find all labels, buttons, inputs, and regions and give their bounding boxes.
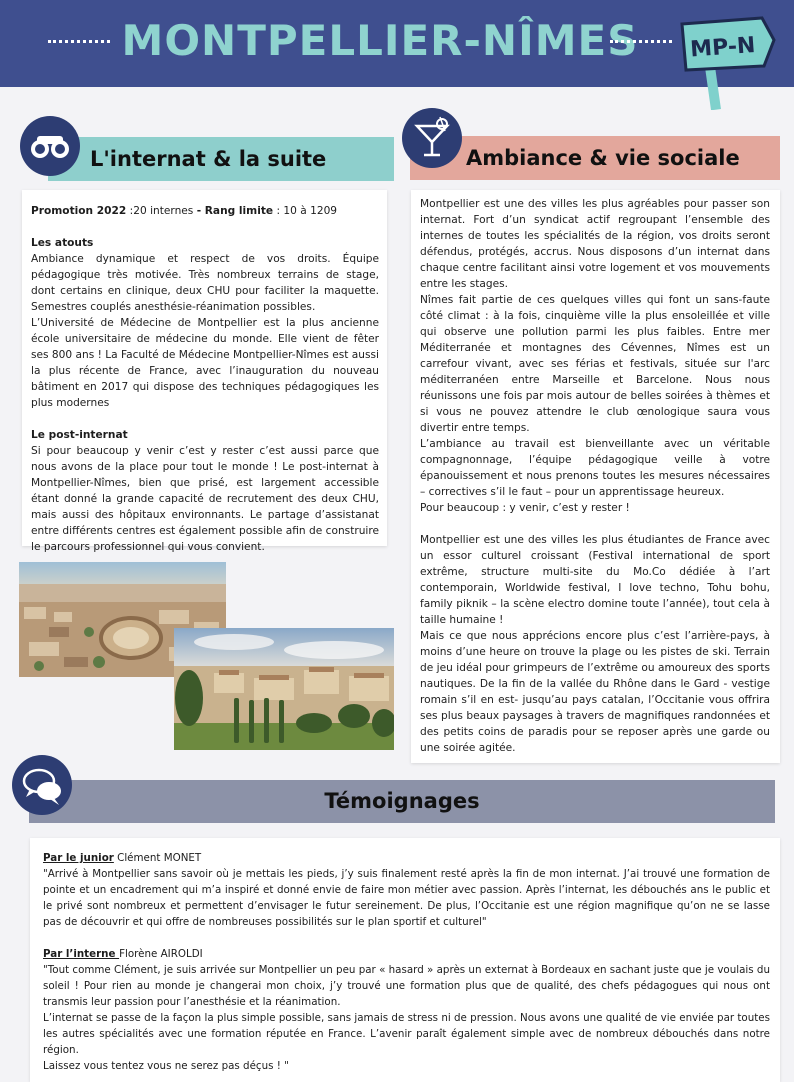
page-title: MONTPELLIER-NÎMES [121,16,639,65]
junior-label: Par le junior [43,852,114,864]
ambiance-paragraph-3: L’ambiance au travail est bienveillante avec un véritable compagnonnage, l’équipe pédagogique veille à votre épanouissement et nous prenons toutes les mesures nécessaires – correctives s’il le faut – pour un apprentissage heureux. [420,438,770,498]
sign-text: MP-N [689,32,757,63]
binoculars-icon [20,116,80,176]
temoignages-panel [30,838,780,1082]
ambiance-paragraph-2: Nîmes fait partie de ces quelques villes qui font un sans-faute côté climat : à la fois, cinquième ville la plus ensoleillée et ville qui observe une pollution parmi les plus faibles. Entre mer Méditerranée et montagnes des Cévennes, Nîmes est un carrefour vivant, avec ses férias et festivals, située sur l'arc méditerranéen entre Marseille et Barcelone. Nous nous réunissons une fois par mois autour de belles soirées à thèmes et si vous ne pouvez attendre le club œnologique saura vous divertir entre temps. [420,294,770,434]
header-band [0,0,794,87]
cocktail-icon [402,108,462,168]
junior-name: Clément MONET [113,852,202,864]
interne-testimony-2: L’internat se passe de la façon la plus simple possible, sans jamais de stress ni de pression. Nous avons une qualité de vie enviée par toutes les autres spécialités avec une formation réputée en France. L’avenir paraît également simple avec de nombreux débouchés dans notre région. [43,1012,770,1056]
ambiance-banner [410,136,780,180]
atouts-paragraph-1: Ambiance dynamique et respect de vos droits. Équipe pédagogique très motivée. Très nombreux terrains de stage, dont certains en clinique, deux CHU pour faciliter la maquette. Semestres couplés anesthésie-réanimation possibles. [31,253,379,313]
promotion-line [31,203,379,219]
atouts-paragraph-2: L’Université de Médecine de Montpellier est la plus ancienne école universitaire de médecine du monde. Elle vient de fêter ses 800 ans ! La Faculté de Médecine Montpellier-Nîmes est aussi la plus récente de France, avec l’inauguration du nouveau bâtiment en 2017 qui dispose des techniques pédagogiques les plus modernes [31,317,379,409]
internat-panel [22,190,387,553]
signpost-logo [676,14,786,110]
ambiance-title: Ambiance & vie sociale [466,146,740,170]
ambiance-paragraph-4: Pour beaucoup : y venir, c’est y rester ! [420,502,630,514]
internat-title: L'internat & la suite [90,147,327,171]
speech-bubbles-icon [12,755,72,815]
rang-value: : 10 à 1209 [273,205,338,217]
atouts-title: Les atouts [31,237,94,249]
interne-name: Florène AIROLDI [119,948,203,960]
interne-testimony-3: Laissez vous tentez vous ne serez pas déçus ! " [43,1060,289,1072]
interne-label: Par l’interne [43,948,120,960]
rang-label: - Rang limite [196,205,274,217]
nimes-city-photo [174,628,394,750]
promotion-label: Promotion 2022 [31,205,127,217]
temoignages-banner [29,780,775,823]
internat-banner [48,137,394,181]
ambiance-paragraph-5: Montpellier est une des villes les plus étudiantes de France avec un essor culturel croissant (Festival international de sport extrême, structure multi-site du Mo.Co dédiée à l’art contemporain, Worldwide festival, I love techno, Tohu bohu, family piknik – la scène electro domine toute l’année), tout cela à taille humaine ! [420,534,770,626]
interne-heading [43,946,770,962]
header-dots-right [610,40,672,43]
temoignages-title: Témoignages [324,789,480,813]
ambiance-paragraph-6: Mais ce que nous apprécions encore plus c’est l’arrière-pays, à moins d’une heure on trouve la plage ou les pistes de ski. Terrain de jeu idéal pour grimpeurs de l’extrême ou amoureux des sports nautiques. De la fin de la vallée du Rhône dans le Gard - vestige romain s’il en est- jusqu’au pays catalan, l’Occitanie vous offrira ses plus beaux paysages à travers de magnifiques randonnées et des petits coins de paradis pour se reposer après une garde ou une soirée agitée. [420,630,770,754]
junior-heading [43,850,770,866]
post-internat-paragraph: Si pour beaucoup y venir c’est y rester c’est aussi parce que nous avons de la place pour tout le monde ! Le post-internat à Montpellier-Nîmes, bien que prisé, est largement accessible étant donné la grande capacité de recrutement des deux CHU, mais aussi des hôpitaux environnants. Le partage d’assistanat entre différents centres est également possible afin de construire le parcours professionnel qui vous convient. [31,445,379,553]
interne-testimony-1: "Tout comme Clément, je suis arrivée sur Montpellier un peu par « hasard » après un externat à Bordeaux en sachant juste que je voulais du soleil ! Pour rien au monde je changerai mon choix, j’y trouvé une formation plus que de qualité, des chefs pédagogues qui nous ont transmis leur passion pour l’anesthésie et la réanimation. [43,964,770,1008]
ambiance-paragraph-1: Montpellier est une des villes les plus agréables pour passer son internat. Fort d’un syndicat actif regroupant l’ensemble des internes de toutes les spécialités de la région, vos droits seront défendus, protégés, accrus. Nous disposons d’un internat dans chaque centre facilitant ainsi votre logement et vos mouvements entre les stages. [420,198,770,290]
post-internat-title: Le post-internat [31,429,128,441]
promotion-value: :20 internes [126,205,197,217]
junior-testimony: "Arrivé à Montpellier sans savoir où je mettais les pieds, j’y suis finalement resté après la fin de mon internat. J’ai trouvé une formation de pointe et un encadrement qui m’a inspiré et donné envie de faire mon métier avec passion. Après l’internat, les débouchés ans le public et le privé sont nombreux et permettent d’envisager le futur sereinement. De plus, l’Occitanie est une région magnifique qu’on ne se lasse pas de découvrir et qui offre de nombreuses possibilités sur le plan sportif et culturel" [43,868,770,928]
ambiance-panel [411,190,780,763]
